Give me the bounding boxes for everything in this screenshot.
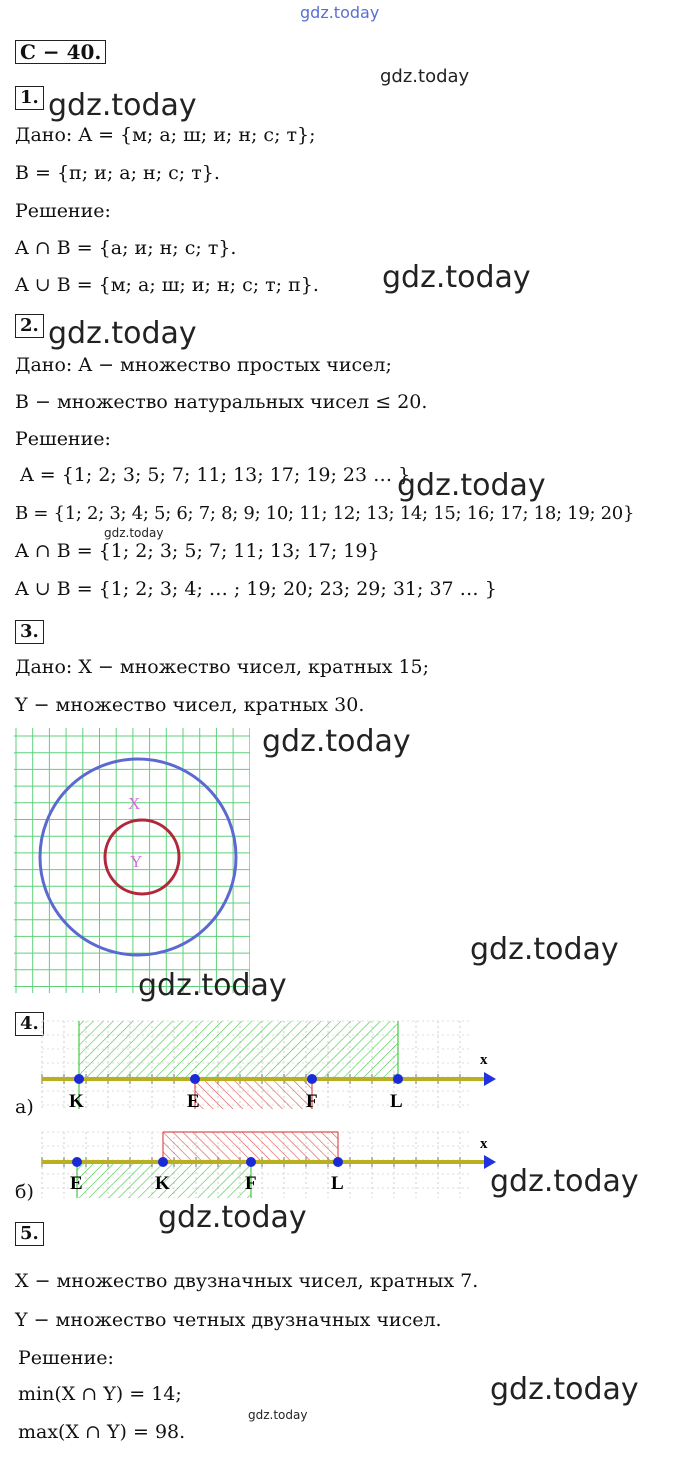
task-number-4: 4. [15, 1012, 44, 1036]
task2-line-5: B = {1; 2; 3; 4; 5; 6; 7; 8; 9; 10; 11; 12; 13; 14; 15; 16; 17; 18; 19; 20} [15, 503, 635, 524]
page-title: С − 40. [15, 40, 106, 64]
watermark: gdz.today [380, 66, 470, 87]
task5-line-1: X − множество двузначных чисел, кратных 7. [15, 1270, 479, 1292]
task1-line-2: B = {п; и; а; н; с; т}. [15, 162, 220, 184]
task-number-3: 3. [15, 620, 44, 644]
task2-line-4: A = {1; 2; 3; 5; 7; 11; 13; 17; 19; 23 … } [20, 464, 411, 486]
point-l [333, 1157, 343, 1167]
point-l [393, 1074, 403, 1084]
task-number-1: 1. [15, 86, 44, 110]
point-label: K [155, 1173, 170, 1194]
task2-line-3: Решение: [15, 428, 111, 450]
watermark: gdz.today [397, 468, 546, 503]
task5-line-2: Y − множество четных двузначных чисел. [15, 1309, 442, 1331]
part-a-tag: а) [15, 1096, 34, 1118]
point-label: L [331, 1173, 344, 1194]
point-k [74, 1074, 84, 1084]
watermark: gdz.today [490, 1372, 639, 1407]
label-y: Y [130, 852, 143, 871]
task1-line-1: Дано: A = {м; а; ш; и; н; с; т}; [15, 124, 316, 146]
watermark: gdz.today [248, 1408, 308, 1422]
task5-line-4: min(X ∩ Y) = 14; [18, 1383, 182, 1405]
point-e [72, 1157, 82, 1167]
task2-line-1: Дано: A − множество простых чисел; [15, 354, 392, 376]
point-e [190, 1074, 200, 1084]
red-hatch-region [195, 1078, 312, 1109]
watermark: gdz.today [262, 724, 411, 759]
watermark: gdz.today [490, 1164, 639, 1199]
task5-line-3: Решение: [18, 1347, 114, 1369]
number-line-a [0, 1015, 683, 1110]
venn-diagram [14, 728, 250, 993]
task2-line-2: B − множество натуральных чисел ≤ 20. [15, 391, 428, 413]
axis-label: x [480, 1136, 488, 1152]
axis-label: x [480, 1052, 488, 1068]
point-f [246, 1157, 256, 1167]
task2-line-7: A ∪ B = {1; 2; 3; 4; … ; 19; 20; 23; 29; 31; 37 … } [15, 578, 497, 600]
task1-line-5: A ∪ B = {м; а; ш; и; н; с; т; п}. [15, 274, 319, 296]
task-number-5: 5. [15, 1222, 44, 1246]
task-number-2: 2. [15, 314, 44, 338]
task1-line-3: Решение: [15, 200, 111, 222]
point-label: E [187, 1091, 200, 1110]
point-label: F [306, 1091, 318, 1110]
watermark: gdz.today [158, 1200, 307, 1235]
task3-line-2: Y − множество чисел, кратных 30. [15, 694, 365, 716]
watermark: gdz.today [470, 932, 619, 967]
watermark: gdz.today [138, 968, 287, 1003]
point-label: L [390, 1091, 403, 1110]
axis-arrow-icon [484, 1072, 496, 1086]
part-b-tag: б) [15, 1181, 34, 1203]
label-x: X [128, 794, 141, 813]
point-f [307, 1074, 317, 1084]
task1-line-4: A ∩ B = {а; и; н; с; т}. [15, 237, 237, 259]
point-k [158, 1157, 168, 1167]
point-label: E [70, 1173, 83, 1194]
green-hatch-region [79, 1021, 398, 1079]
watermark: gdz.today [48, 316, 197, 351]
watermark-top: gdz.today [300, 3, 380, 22]
task2-line-6: A ∩ B = {1; 2; 3; 5; 7; 11; 13; 17; 19} [15, 540, 380, 562]
watermark: gdz.today [48, 88, 197, 123]
watermark: gdz.today [104, 526, 164, 540]
task3-line-1: Дано: X − множество чисел, кратных 15; [15, 656, 430, 678]
watermark: gdz.today [382, 260, 531, 295]
point-label: K [69, 1091, 84, 1110]
task5-line-5: max(X ∩ Y) = 98. [18, 1421, 186, 1443]
point-label: F [245, 1173, 257, 1194]
